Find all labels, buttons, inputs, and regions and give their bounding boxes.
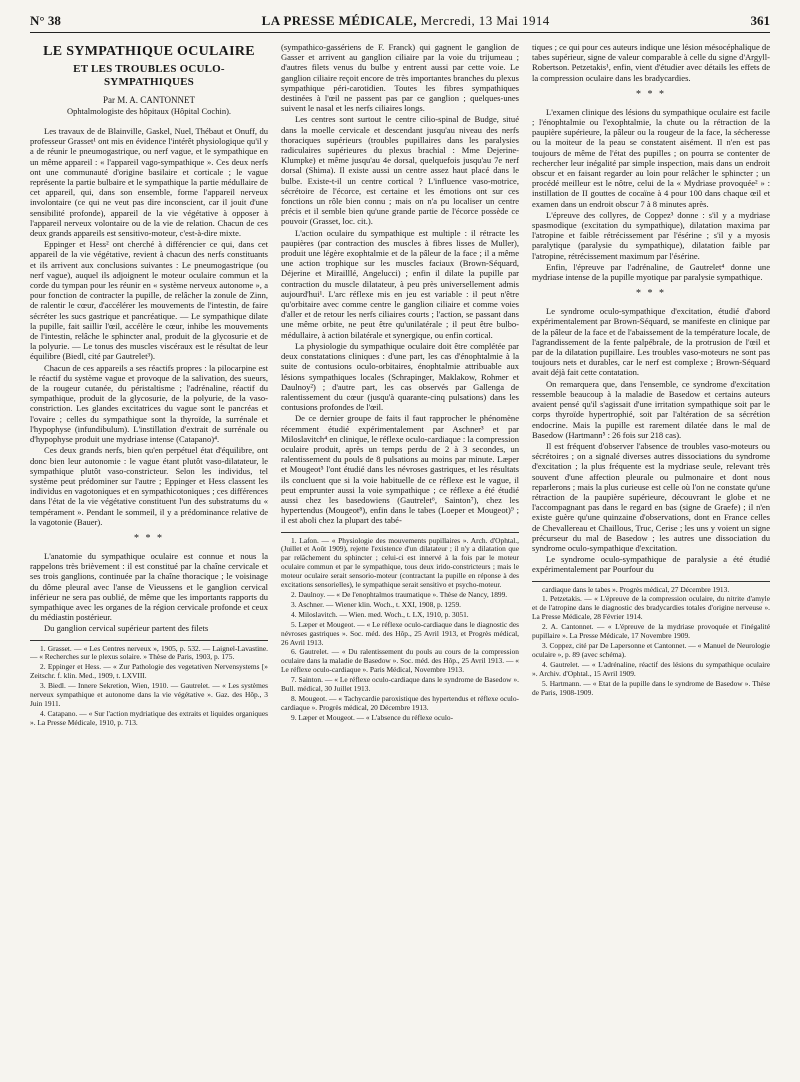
paragraph: Du ganglion cervical supérieur partent des filets [44,623,209,634]
footnote: 9. Læper et Mougeot. — « L'absence du réflexe oculo- [291,712,454,722]
footnote: 2. Daulnoy. — « De l'enophtalmos traumatique ». Thèse de Nancy, 1899. [291,589,508,599]
paragraph: Le syndrome oculo-sympathique de paralysie a été étudié expérimentalement par Pourfour du [532,554,770,575]
author-affiliation: Ophtalmologiste des hôpitaux (Hôpital Cochin). [66,106,232,116]
journal-page [30,10,770,1072]
issue-number: N° 38 [30,13,61,28]
article-author: Par M. A. CANTONNET [102,95,196,105]
journal-line [262,13,550,29]
paragraph: L'action oculaire du sympathique est multiple : il rétracte les paupières (par contraction des muscles à fibres lisses de Muller), produit une légère exophtalmie et de la pâleur de la face ; il a même une action trophique sur les muscles faciaux (Brown-Séquard, Déjerine et Mirailllé, Angelucci) ; enfin il dilate la pupille par contraction du muscle dilatateur, à peu près universellement admis aujourd'hui¹. L'arc réflexe mis en jeu est variable : il peut n'être qu'orbitaire avec comme centre le ganglion ciliaire et comme voies d'aller et de retour les nerfs ciliaires courts ; l'action, se passant dans une même orbite, ne peut être qu'unilatérale ; il peut être bulbo-médullaire, à action bilatérale et synergique, ou enfin cortical. [281,227,519,340]
paragraph: L'anatomie du sympathique oculaire est connue et nous la rappelons très brièvement : il est constitué par la chaîne cervicale et ses trois ganglions, continuée par la chaîne thoracique ; le voisinage du dôme pleural avec l'anse de Vieussens et le ganglion cervical inférieur ne sera pas oublié, de même que les importants rapports du sympathique avec les organes de la région cervicale profonde et ceux du médiastin postérieur. [30,550,268,623]
paragraph: tiques ; ce qui pour ces auteurs indique une lésion mésocéphalique de tabes supérieur, signe de valeur comparable à celle du signe d'Argyll-Robertson. Petzetakis¹, enfin, vient d'étudier avec détails les effets de la compression oculaire dans les bradycardies. [532,42,770,83]
paragraph: Ces deux grands nerfs, bien qu'en perpétuel état d'équilibre, ont donc bien leur autonomie : le vague étant plutôt vaso-dilatateur, le sympathique plutôt vaso-constricteur. Selon les individus, tel système peut prédominer sur l'autre ; Eppinger et Hess classent les individus en vagotoniques et en sympathicotoniques ; ces différences dans l'état de la vie végétative constituent l'un des substratums du « tempérament ». Pendant le sommeil, il y a prédominance relative de la vagotonie (Bauer). [30,445,268,527]
column-1 [30,42,268,1062]
issue-date: Mercredi, 13 Mai 1914 [420,13,550,28]
footnote: 4. Miloslavitch. — Wien. med. Woch., t. LX, 1910, p. 3051. [291,609,469,619]
section-separator: * * * [636,88,666,100]
journal-title: LA PRESSE MÉDICALE, [261,13,418,28]
footnote: 2. A. Cantonnet. — « L'épreuve de la mydriase provoquée et l'inégalité pupillaire ». La Presse Médicale, 17 Novembre 1909. [532,622,770,641]
column-3 [532,42,770,1062]
paragraph: De ce dernier groupe de faits il faut rapprocher le phénomène récemment étudié expérimentalement par Aschner³ et par Miloslavitch⁴ en clinique, le réflexe oculo-cardiaque : la compression oculaire produit, après un temps perdu de 2 à 3 secondes, un ralentissement du pouls de 8 pulsations au moins par minute. Læper et Mougeot⁵ l'ont étudié dans les névroses gastriques, et les résultats ils concluent que si la voie habituelle de ce réflexe est le vague, il peut emprunter aussi la voie sympathique ; ce réflexe a été étudié aussi chez les basedowiens (Gautrelet⁶, Sainton⁷), chez les hypertendus (Mougeot⁸), enfin dans le tabes (Loeper et Mougeot)⁹ ; il est aboli chez la plupart des tabé- [281,413,519,526]
footnote: 3. Biedl. — Innere Sekretion, Wien, 1910. — Gautrelet. — « Les systèmes nerveux sympathique et autonome dans la vie végétative ». Gaz. des Hôp., 3 Juin 1911. [30,681,268,708]
paragraph: Le syndrome oculo-sympathique d'excitation, étudié d'abord expérimentalement par Brown-Séquard, se manifeste en clinique par de la pâleur de la face et de l'abaissement de la température locale, de l'agrandissement de la fente palpébrale, de la protrusion de l'œil et par de la dilatation pupillaire. Les troubles vaso-moteurs ne sont pas toujours nets et durables, car le nerf est complexe ; Brown-Séquard avait déjà fait cette contatation. [532,306,770,378]
paragraph: La physiologie du sympathique oculaire doit être complétée par deux constatations cliniques : d'une part, les cas d'énophtalmie à la suite de contusions oculo-orbitaires, énophtalmie attribuable aux lésions sympathiques locales (Schrapinger, Maklakow, Rohmer et Daulnoy²) ; d'autre part, les cas observés par Gallenga de ralentissement du cœur (jusqu'à quarante-cinq pulsations) dans les contusions profondes de l'œil. [281,340,519,413]
page-number: 361 [750,13,770,28]
article-title: LE SYMPATHIQUE OCULAIRE [43,44,255,59]
footnote: 3. Aschner. — Wiener klin. Woch., t. XXI, 1908, p. 1259. [291,599,462,609]
footnote: 7. Sainton. — « Le réflexe oculo-cardiaque dans le syndrome de Basedow ». Bull. médical, 30 Juillet 1913. [281,675,519,694]
paragraph: L'examen clinique des lésions du sympathique oculaire est facile ; l'énophtalmie ou l'exophtalmie, la chute ou la rétraction de la paupière supérieure, la pâleur ou la rougeur de la face, la sécheresse ou la moiteur de la peau se constatent aisément. Il n'en est pas toujours de même de l'état des pupilles ; on pourra se contenter de rechercher leur inégalité par simple inspection, mais dans un endroit obscur et en faisant regarder au loin pour relâcher le sphincter ; un procédé meilleur est le nôtre, celui de la « Mydriase provoquée² » : instillation de II gouttes de cocaïne à 4 pour 100 dans chaque œil et examen dans un endroit obscur 7 à 8 minutes après. [532,106,770,209]
footnote: 1. Petzetakis. — « L'épreuve de la compression oculaire, du nitrite d'amyle et de l'atropine dans le diagnostic des bradycardies totales d'origine nerveuse ». La Presse Médicale, 28 Février 1914. [532,594,770,622]
footnote: 2. Eppinger et Hess. — « Zur Pathologie des vegetativen Nervensystems [» Zeitschr. f. klin. Med., 1909, t. LXVIII. [30,662,268,681]
footnotes [30,640,268,728]
paragraph: L'épreuve des collyres, de Coppez³ donne : s'il y a mydriase spasmodique (excitation du sympathique), dilatation maxima par l'atropine et faible rétrécissement par l'ésérine ; s'il y a myosis paralytique (paralysie du sympathique), dilatation faible par l'atropine, rétrécissement maximum par l'ésérine. [532,209,770,261]
section-separator: * * * [134,532,164,544]
footnote: 8. Mougeot. — « Tachycardie paroxistique des hypertendus et réflexe oculo-cardiaque ». Progrès médical, 20 Décembre 1913. [281,693,519,712]
footnote: 6. Gautrelet. — « Du ralentissement du pouls au cours de la compression oculaire dans la maladie de Basedow ». Soc. méd. des Hôp., 25 Avril 1913. — « Le réflexe oculo-cardiaque ». Paris Médical, Novembre 1913. [281,647,519,675]
section-separator: * * * [636,288,666,300]
paragraph: On remarquera que, dans l'ensemble, ce syndrome d'excitation ressemble beaucoup à la maladie de Basedow et certains auteurs avaient pensé qu'il s'agissait d'une irritation sympathique soit par le corps thyroïde hypertrophié, soit par l'altération de sa sécrétion endocrine. Mais la pupille est rarement dilatée dans le mal de Basedow (Hartmann⁵ : 26 fois sur 218 cas). [532,378,770,440]
footnote: 1. Grasset. — « Les Centres nerveux », 1905, p. 532. — Laignel-Lavastine. — « Recherches sur le plexus solaire. » Thèse de Paris, 1903, p. 175. [30,643,268,662]
paragraph: Les centres sont surtout le centre cilio-spinal de Budge, situé dans la moelle cervicale et descendant jusqu'au niveau des nerfs thoraciques supérieurs (troubles pupillaires dans les paralysies radiculaires supérieures du plexus brachial : Mme Dejerine-Klumpke) et même jusqu'au 4e dorsal, quelquefois jusqu'au 7e nerf dorsal (Shima). Il existe aussi un centre assez haut placé dans le bulbe. Existe-t-il un centre cortical ? L'influence vaso-motrice, sécrétoire de l'écorce, est certaine et les émotions ont sur ces fonctions un rôle bien connu ; mais on n'a pu localiser un centre précis et il semble bien qu'une grande partie de l'écorce possède ce pouvoir (Grasset, loc. cit.). [281,114,519,227]
footnotes [281,532,519,723]
footnotes [532,581,770,698]
paragraph: Il est fréquent d'observer l'absence de troubles vaso-moteurs ou sécrétoires ; on a signalé diverses autres dissociations du syndrome d'excitation ; la plus fréquente est la mydriase seule, relevant très souvent d'une affection pleurale ou pulmonaire et dont nous reparlerons ; mais la plus curieuse est celle où l'on ne constate qu'une rétraction de la paupière supérieure, découvrant le globe et ne l'accompagnant pas dans le regard en bas (signe de Graefe) ; il n'en existe guère qu'une quinzaine d'observations, dont en France celles de Chevallereau et Chaillous, Truc, Cerise ; les uns y voient un signe précurseur du mal de Basedow ; les autres une dissociation du syndrome oculo-sympathique d'excitation. [532,440,770,553]
article-subtitle: ET LES TROUBLES OCULO-SYMPATHIQUES [73,63,225,88]
footnote: 1. Lafon. — « Physiologie des mouvements pupillaires ». Arch. d'Ophtal., (Juillet et Août 1909), rejette l'existence d'un dilatateur ; il n'y a dilatation que par relâchement du sphincter ; celui-ci est innervé à la fois par le moteur oculaire commun et par le sympathique, tous deux irido-constricteurs ; mais le moteur oculaire serait sensorio-moteur (contractant la pupille en réponse à des excitations sensorielles), le sympathique serait sensitivo et psycho-moteur. [281,535,519,590]
footnote: 4. Gautrelet. — « L'adrénaline, réactif des lésions du sympathique oculaire ». Archiv. d'Ophtal., 15 Avril 1909. [532,659,770,678]
footnote: 4. Catapano. — « Sur l'action mydriatique des extraits et liquides organiques ». La Presse Médicale, 1910, p. 713. [30,708,268,727]
footnote: 5. Hartmann. — « Etat de la pupille dans le syndrome de Basedow ». Thèse de Paris, 1908-1909. [532,678,770,697]
footnote: cardiaque dans le tabes ». Progrès médical, 27 Décembre 1913. [542,584,730,594]
column-2 [281,42,519,1062]
paragraph: Enfin, l'épreuve par l'adrénaline, de Gautrelet⁴ donne une mydriase intense de la pupille myotique par paralysie sympathique. [532,261,770,283]
footnote: 5. Læper et Mougeot. — « Le réflexe oculo-cardiaque dans le diagnostic des névroses gastriques ». Soc. méd. des Hôp., 25 Avril 1913, et Progrès médical, 26 Avril 1913. [281,619,519,647]
footnote: 3. Coppez, cité par De Lapersonne et Cantonnet. — « Manuel de Neurologie oculaire », p. 89 (avec schéma). [532,640,770,659]
page-header [30,10,770,33]
paragraph: Eppinger et Hess² ont cherché à différencier ce qui, dans cet appareil de la vie végétative, revient à chacun des nerfs constituants et ils arrivent aux conclusions suivantes : Le pneumogastrique (ou nerf vague), auquel ils adjoignent le moteur oculaire commun et la corde du tympan pour les réunir en « système nerveux autonome », a pour fonction de contracter la pupille, de relâcher la zonule de Zinn, de ralentir le cœur, d'accélérer les mouvements de l'intestin, de faire sécréter les sucs gastrique et pancréatique. — Le sympathique dilate la pupille, fait saillir l'œil, accélère le cœur, inhibe les mouvements de l'intestin, relâche le sphincter anal, produit de la glycosurie et de la polyurie. — Le tonus des muscles viscéraux est le résultat de leur équilibre (Biedl, cité par Gautrelet³). [30,239,268,362]
paragraph: Chacun de ces appareils a ses réactifs propres : la pilocarpine est le réactif du système vague et provoque de la salivation, des sueurs, de la rougeur cutanée, du péristaltisme ; l'adrénaline, réactif du sympathique, produit de la glycosurie, de la polyurie, de la vaso-constriction. Les glandes excitatrices du vague sont le pancréas et l'ovaire ; celles du sympathique sont la thyroïde, la surrénale et l'hypophyse (infundibulum). L'instillation d'extrait de surrénale ou d'hypophyse produit une mydriase intense (Catapano)⁴. [30,362,268,445]
paragraph: (sympathico-gassériens de F. Franck) qui gagnent le ganglion de Gasser et arrivent au ganglion ciliaire par la voie du trijumeau ; d'autres filets venus du bulbe y entrent aussi par cette voie. Le ganglion ciliaire reçoit encore de très importantes branches du plexus sympathique péri-carotidien. Toutes les fibres sympathiques destinées à l'œil ne passent pas par ce ganglion ; quelques-unes suivent le nasal et les nerfs ciliaires longs. [281,42,519,114]
paragraph: Les travaux de de Blainville, Gaskel, Nuel, Thébaut et Onuff, du professeur Grasset¹ ont mis en évidence l'intérêt physiologique qu'il y a de réunir le pneumogastrique, ou nerf vague, et le sympathique en un même appareil : « l'appareil vago-sympathique ». Ces deux nerfs ont une communauté d'origine basilaire et corticale ; le vague représente la partie bulbaire et le sympathique la partie médullaire de cet appareil, qui, dans son ensemble, forme l'appareil nerveux involontaire (ce qui ne veut pas dire inconscient, car il jouit d'une sensibilité profonde), appareil de la vie végétative à opposer à l'appareil nerveux volontaire ou de la vie de relation. Chacun de ces deux grands appareils est sensitivo-moteur, c'est-à-dire mixte. [30,126,268,239]
